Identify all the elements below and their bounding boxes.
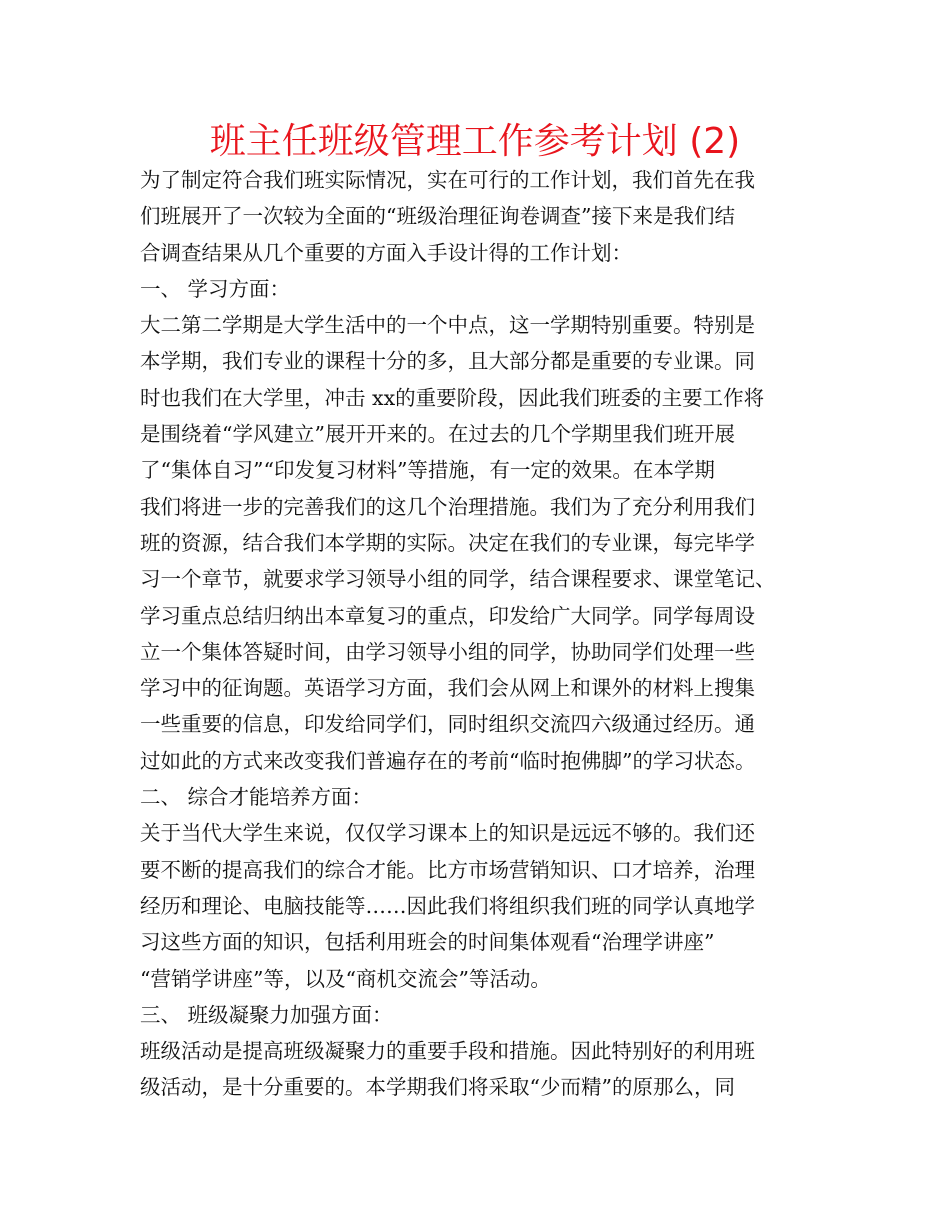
body-line: 习这些方面的知识，包括利用班会的时间集体观看“治理学讲座” [140,930,715,955]
body-line: 是围绕着“学风建立”展开开来的。在过去的几个学期里我们班开展 [140,422,735,447]
body-line: 关于当代大学生来说，仅仅学习课本上的知识是远远不够的。我们还 [140,821,755,846]
document-body [140,162,820,1106]
body-line: 班级活动是提高班级凝聚力的重要手段和措施。因此特别好的利用班 [140,1039,755,1064]
body-line: 习一个章节，就要求学习领导小组的同学，结合课程要求、课堂笔记、 [140,567,776,592]
body-line: 我们将进一步的完善我们的这几个治理措施。我们为了充分利用我们 [140,494,755,519]
body-line: 大二第二学期是大学生活中的一个中点，这一学期特别重要。特别是 [140,313,755,338]
body-line: “营销学讲座”等，以及“商机交流会”等活动。 [140,966,551,991]
body-line: 立一个集体答疑时间，由学习领导小组的同学，协助同学们处理一些 [140,639,755,664]
section-heading: 一、 学习方面： [140,276,291,301]
body-line: 一些重要的信息，印发给同学们，同时组织交流四六级通过经历。通 [140,712,755,737]
body-line: 班的资源，结合我们本学期的实际。决定在我们的专业课，每完毕学 [140,530,755,555]
body-line: 经历和理论、电脑技能等……因此我们将组织我们班的同学认真地学 [140,893,755,918]
body-line: 本学期，我们专业的课程十分的多，且大部分都是重要的专业课。同 [140,349,755,374]
body-line: 合调查结果从几个重要的方面入手设计得的工作计划： [140,240,632,265]
body-line: 学习重点总结归纳出本章复习的重点，印发给广大同学。同学每周设 [140,603,755,628]
section-heading: 二、 综合才能培养方面： [140,785,373,810]
section-heading: 三、 班级凝聚力加强方面： [140,1002,393,1027]
body-line: 时也我们在大学里，冲击 xx的重要阶段，因此我们班委的主要工作将 [140,385,765,410]
body-line: 们班展开了一次较为全面的“班级治理征询卷调查”接下来是我们结 [140,204,735,229]
body-line: 了“集体自习”“印发复习材料”等措施，有一定的效果。在本学期 [140,458,715,483]
body-line: 学习中的征询题。英语学习方面，我们会从网上和课外的材料上搜集 [140,676,755,701]
document-title: 班主任班级管理工作参考计划 (2) [209,121,741,162]
body-line: 要不断的提高我们的综合才能。比方市场营销知识、口才培养，治理 [140,857,755,882]
body-line: 为了制定符合我们班实际情况，实在可行的工作计划，我们首先在我 [140,168,755,192]
body-line: 级活动，是十分重要的。本学期我们将采取“少而精”的原那么，同 [140,1075,735,1100]
body-line: 过如此的方式来改变我们普遍存在的考前“临时抱佛脚”的学习状态。 [140,748,756,773]
